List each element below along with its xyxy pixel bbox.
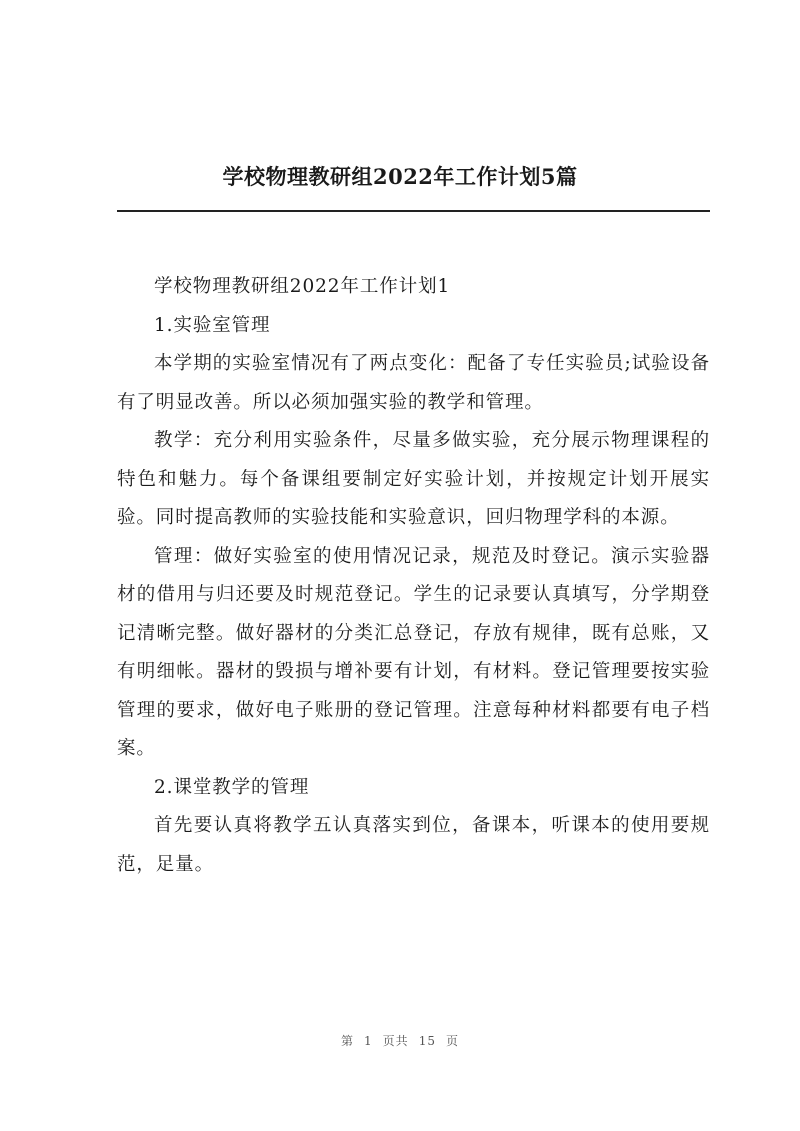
section-heading: 学校物理教研组2022年工作计划1 [154,276,451,297]
paragraph: 管理：做好实验室的使用情况记录，规范及时登记。演示实验器材的借用与归还要及时规范登记。学生的记录要认真填写，分学期登记清晰完整。做好器材的分类汇总登记，存放有规律，既有总账，又有明细帐。器材的毁损与增补要有计划，有材料。登记管理要按实验管理的要求，做好电子账册的登记管理。注意每种材料都要有电子档案。 [117,545,710,759]
footer-prefix: 第 [341,1034,355,1048]
title-divider [117,210,710,212]
paragraph: 教学：充分利用实验条件，尽量多做实验，充分展示物理课程的特色和魅力。每个备课组要制定好实验计划，并按规定计划开展实验。同时提高教师的实验技能和实验意识，回归物理学科的本源。 [117,430,710,528]
page-number: 1 [364,1034,373,1048]
subheading-lab-management: 1.实验室管理 [154,314,271,336]
page-total: 15 [418,1034,436,1048]
document-body [117,268,710,884]
page-title: 学校物理教研组2022年工作计划5篇 [222,164,578,189]
paragraph: 首先要认真将教学五认真落实到位，备课本，听课本的使用要规范，足量。 [117,815,710,875]
page-footer [0,1032,800,1049]
footer-suffix: 页 [445,1034,459,1048]
subheading-classroom-teaching: 2.课堂教学的管理 [154,776,310,798]
paragraph: 本学期的实验室情况有了两点变化：配备了专任实验员;试验设备有了明显改善。所以必须加强实验的教学和管理。 [117,353,710,413]
footer-middle: 页共 [382,1034,409,1048]
